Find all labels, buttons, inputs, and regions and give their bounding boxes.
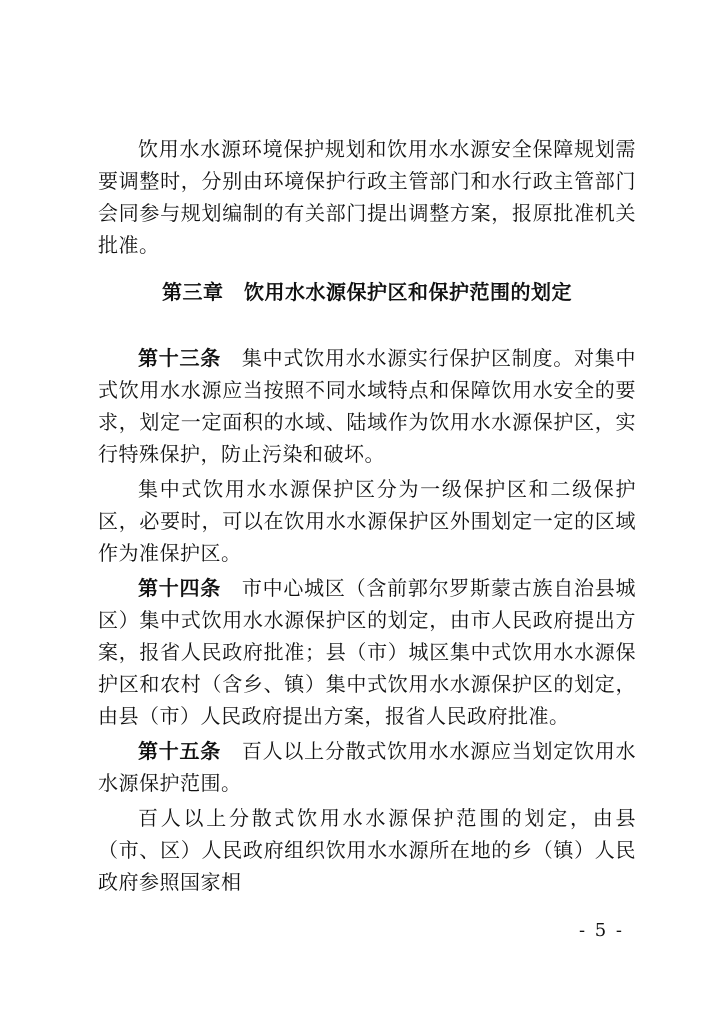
intro-section bbox=[98, 133, 636, 261]
article-15-para-2 bbox=[98, 802, 636, 898]
article-text: 集中式饮用水水源保护区分为一级保护区和二级保护区，必要时，可以在饮用水水源保护区外围划定一定的区域作为准保护区。 bbox=[98, 477, 636, 565]
paragraph: 饮用水水源环境保护规划和饮用水水源安全保障规划需要调整时，分别由环境保护行政主管部门和水行政主管部门会同参与规划编制的有关部门提出调整方案，报原批准机关批准。 bbox=[98, 137, 636, 257]
article-15 bbox=[98, 735, 636, 799]
article-text: 集中式饮用水水源实行保护区制度。对集中式饮用水水源应当按照不同水域特点和保障饮用水安全的要求，划定一定面积的水域、陆域作为饮用水水源保护区，实行特殊保护，防止污染和破坏。 bbox=[98, 346, 637, 466]
article-13-para-2 bbox=[98, 473, 636, 569]
articles-section bbox=[98, 342, 636, 898]
article-label: 第十四条 bbox=[138, 576, 222, 600]
article-label: 第十五条 bbox=[138, 739, 222, 763]
page-number: - 5 - bbox=[578, 920, 624, 941]
article-13 bbox=[98, 342, 636, 470]
article-label: 第十三条 bbox=[138, 346, 222, 370]
article-14 bbox=[98, 572, 636, 732]
chapter-title: 第三章 饮用水水源保护区和保护范围的划定 bbox=[162, 280, 572, 304]
article-text: 百人以上分散式饮用水水源应当划定饮用水水源保护范围。 bbox=[98, 739, 637, 795]
article-text: 市中心城区（含前郭尔罗斯蒙古族自治县城区）集中式饮用水水源保护区的划定，由市人民政府提出方案，报省人民政府批准；县（市）城区集中式饮用水水源保护区和农村（含乡、镇）集中式饮用水水源保护区的划定，由县（市）人民政府提出方案，报省人民政府批准。 bbox=[98, 576, 637, 728]
article-text: 百人以上分散式饮用水水源保护范围的划定，由县（市、区）人民政府组织饮用水水源所在地的乡（镇）人民政府参照国家相 bbox=[98, 806, 636, 894]
